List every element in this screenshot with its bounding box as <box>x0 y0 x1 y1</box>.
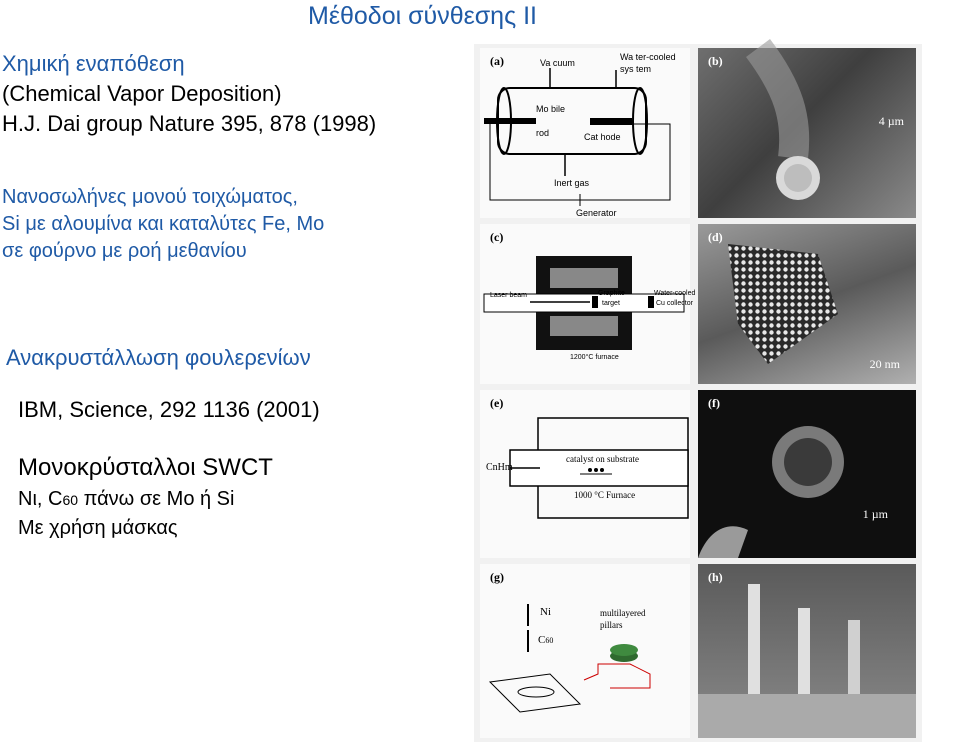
generator-label: Generator <box>576 208 617 218</box>
panel-h <box>698 564 916 738</box>
panel-label: (a) <box>490 54 504 68</box>
panel-label: (h) <box>708 570 723 584</box>
laser-beam-label: Laser beam <box>490 292 527 299</box>
vacuum-label: Va cuum <box>540 58 575 68</box>
cvd-desc-line: σε φούρνο με ροή μεθανίου <box>2 240 247 262</box>
water-cooled-label: Water-cooled <box>654 290 696 297</box>
graphite-target-label-2: target <box>602 300 620 307</box>
mobile-rod-label-2: rod <box>536 128 550 138</box>
panel-a <box>480 48 690 218</box>
cvd-heading: Χημική εναπόθεση <box>2 51 185 76</box>
recryst-line2-sub: 60 <box>62 492 79 508</box>
c60-label-sub: 60 <box>545 636 554 645</box>
panel-label: (b) <box>708 54 723 68</box>
panel-b <box>698 48 916 218</box>
recryst-line3: Με χρήση μάσκας <box>18 517 178 539</box>
recryst-line2-pre: Nι, C <box>18 488 63 510</box>
cvd-description <box>2 184 324 264</box>
scale-bar-label: 20 nm <box>869 357 900 371</box>
cvd-desc-line: Si με αλουμίνα και καταλύτες Fe, Mo <box>2 213 325 235</box>
panel-label: (f) <box>708 396 720 410</box>
nanotube-bundle-image <box>698 48 916 218</box>
furnace-label: 1200°C furnace <box>570 354 619 361</box>
nanotube-particle-image <box>698 390 916 558</box>
furnace-label: 1000 °C Furnace <box>574 490 636 500</box>
scale-bar-label: 1 µm <box>862 507 888 521</box>
c60-label <box>538 634 553 646</box>
pillars-label: multilayered <box>600 608 646 618</box>
panel-c <box>480 224 696 384</box>
water-cooled-label: Wa ter-cooled <box>620 52 676 62</box>
cvd-subheading: (Chemical Vapor Deposition) <box>2 81 282 106</box>
ni-label: Ni <box>540 606 551 618</box>
recryst-reference: IBM, Science, 292 1136 (2001) <box>18 397 320 422</box>
cvd-reference: H.J. Dai group Nature 395, 878 (1998) <box>2 111 377 136</box>
cu-collector-label: Cu collector <box>656 300 693 307</box>
recryst-line1: Μονοκρύσταλλοι SWCT <box>18 454 273 481</box>
panel-label: (e) <box>490 396 504 410</box>
recryst-line2 <box>18 486 234 513</box>
recryst-heading: Ανακρυστάλλωση φουλερενίων <box>6 345 311 370</box>
panel-d <box>698 224 916 384</box>
water-cooled-label-2: sys tem <box>620 64 652 74</box>
inert-gas-label: Inert gas <box>554 178 590 188</box>
pillars-sem-image <box>698 564 916 738</box>
scale-bar-label: 4 µm <box>878 114 904 128</box>
gas-label: CnHm <box>486 462 513 473</box>
panel-label: (d) <box>708 230 723 244</box>
panel-f <box>698 390 916 558</box>
slide-title: Μέθοδοι σύνθεσης ΙΙ <box>308 2 537 30</box>
graphite-target-label: Graphite <box>598 290 625 297</box>
panel-label: (c) <box>490 230 504 244</box>
pillars-diagram <box>480 564 690 738</box>
catalyst-label: catalyst on substrate <box>566 454 639 464</box>
mobile-rod-label: Mo bile <box>536 104 566 114</box>
panel-e <box>480 390 690 558</box>
cvd-desc-line: Νανοσωλήνες μονού τοιχώματος, <box>2 186 298 208</box>
cvd-furnace-diagram <box>480 390 690 558</box>
figure <box>474 44 922 742</box>
cathode-label: Cat hode <box>584 132 621 142</box>
panel-g <box>480 564 690 738</box>
panel-label: (g) <box>490 570 504 584</box>
c60-label-pre: C <box>538 634 546 646</box>
recryst-line2-post: πάνω σε Mo ή Si <box>78 488 235 510</box>
pillars-label-2: pillars <box>600 620 623 630</box>
